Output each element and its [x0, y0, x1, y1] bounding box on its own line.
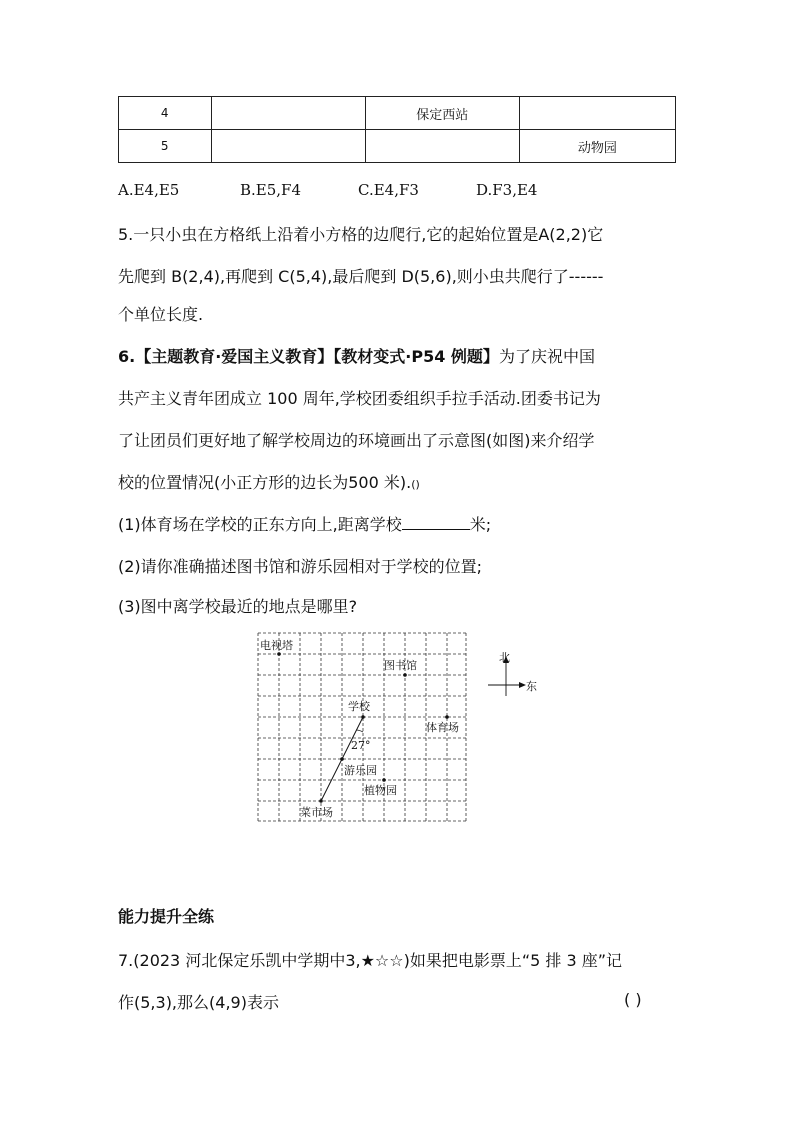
q6-line-2: 共产主义青年团成立 100 周年,学校团委组织手拉手活动.团委书记为 — [118, 389, 601, 408]
table-row — [119, 97, 676, 130]
q5-line-2: 先爬到 B(2,4),再爬到 C(5,4),最后爬到 D(5,6),则小虫共爬行了------ — [118, 267, 604, 286]
q6-line-4-tail: () — [411, 478, 420, 491]
angle-label: 27° — [351, 739, 371, 752]
botanical-garden-point — [382, 778, 386, 782]
q6-line-1-rest: 为了庆祝中国 — [498, 347, 595, 366]
option-a: A.E4,E5 — [118, 181, 180, 199]
q6-line-1 — [118, 344, 595, 367]
q6-line-3: 了让团员们更好地了解学校周边的环境画出了示意图(如图)来介绍学 — [118, 431, 595, 450]
q6-sub-3: (3)图中离学校最近的地点是哪里? — [118, 597, 358, 616]
stadium-label: 体育场 — [426, 721, 459, 734]
table-cell — [211, 130, 365, 163]
library-label: 图书馆 — [384, 659, 417, 672]
table-cell: 4 — [119, 97, 212, 130]
tv-tower-label: 电视塔 — [260, 639, 293, 652]
option-d: D.F3,E4 — [476, 181, 538, 199]
q7-line-2: 作(5,3),那么(4,9)表示 — [118, 993, 279, 1012]
market-point — [319, 799, 323, 803]
school-point — [361, 715, 365, 719]
q4-options — [118, 180, 537, 199]
north-label: 北 — [499, 651, 510, 664]
table-cell: 保定西站 — [365, 97, 519, 130]
table-cell — [365, 130, 519, 163]
table-cell: 5 — [119, 130, 212, 163]
botanical-garden-label: 植物园 — [364, 784, 397, 797]
q6-line-4-text: 校的位置情况(小正方形的边长为500 米). — [118, 473, 412, 492]
q6-sub-1-post: 米; — [469, 515, 492, 534]
q6-tag: 6.【主题教育·爱国主义教育】【教材变式·P54 例题】 — [118, 347, 499, 366]
q5-line-3: 个单位长度. — [118, 305, 204, 324]
option-b: B.E5,F4 — [240, 181, 302, 199]
angle-arc — [356, 730, 363, 732]
q6-sub-2: (2)请你准确描述图书馆和游乐园相对于学校的位置; — [118, 557, 483, 576]
q6-line-4 — [118, 470, 420, 493]
table-cell — [519, 97, 675, 130]
market-label: 菜市场 — [300, 806, 333, 819]
table-row — [119, 130, 676, 163]
q7-line-1: 7.(2023 河北保定乐凯中学期中3,★☆☆)如果把电影票上“5 排 3 座”记 — [118, 951, 623, 970]
q5-line-1: 5.一只小虫在方格纸上沿着小方格的边爬行,它的起始位置是A(2,2)它 — [118, 225, 604, 244]
library-point — [403, 673, 407, 677]
table-cell: 动物园 — [519, 130, 675, 163]
q6-sub-1 — [118, 512, 491, 535]
school-map-figure — [250, 628, 550, 828]
table-cell — [211, 97, 365, 130]
stadium-point — [445, 715, 449, 719]
section-title: 能力提升全练 — [118, 907, 215, 926]
option-c: C.E4,F3 — [358, 181, 419, 199]
answer-table — [118, 96, 676, 163]
answer-blank[interactable] — [402, 515, 470, 530]
school-label: 学校 — [348, 700, 370, 713]
east-label: 东 — [526, 680, 537, 693]
amusement-park-point — [340, 757, 344, 761]
answer-parentheses[interactable]: ( ) — [624, 990, 642, 1009]
amusement-park-label: 游乐园 — [344, 764, 377, 777]
q6-sub-1-pre: (1)体育场在学校的正东方向上,距离学校 — [118, 515, 402, 534]
tv-tower-point — [277, 652, 281, 656]
